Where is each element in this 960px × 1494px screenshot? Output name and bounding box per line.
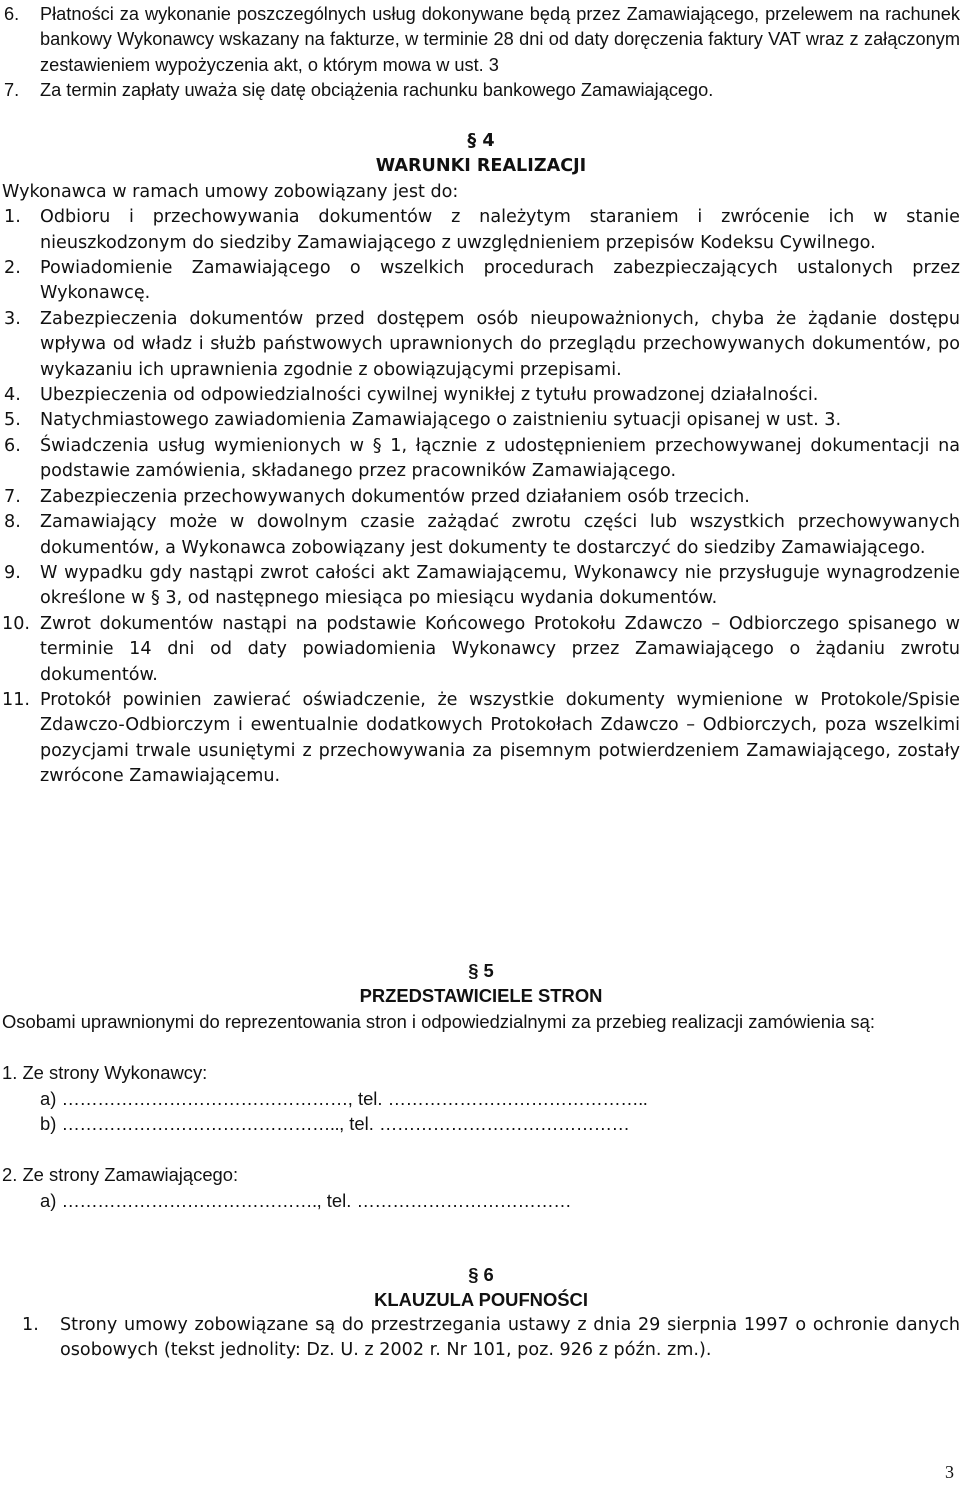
section-mark: § 5 — [468, 960, 494, 981]
page-number: 3 — [945, 1462, 954, 1482]
item-number: 5. — [4, 410, 21, 431]
list-item — [2, 408, 960, 433]
list-item — [2, 561, 960, 612]
client-label: 2. Ze strony Zamawiającego: — [2, 1164, 239, 1186]
item-number: 3. — [4, 308, 21, 329]
section-6 — [2, 1262, 960, 1364]
line-letter: a) — [40, 1087, 57, 1109]
item-number: 2. — [4, 258, 21, 279]
tel-label: , tel. — [316, 1189, 352, 1211]
item-number: 4. — [4, 385, 21, 406]
item-number: 7. — [4, 486, 21, 507]
tel-label: , tel. — [347, 1087, 383, 1109]
list-item — [2, 205, 960, 256]
list-item — [2, 510, 960, 561]
item-text: W wypadku gdy nastąpi zwrot całości akt Zamawiającemu, Wykonawcy nie przysługuje wynagrodzenie określone w § 3, od następnego miesiąca po miesiącu wydania dokumentów. — [40, 562, 960, 609]
item-number: 1. — [4, 207, 21, 228]
list-item — [2, 256, 960, 307]
item-number: 6. — [4, 4, 20, 24]
tel-placeholder: …………………………………… — [378, 1113, 630, 1135]
item-number: 1. — [22, 1314, 39, 1335]
item-text: Natychmiastowego zawiadomienia Zamawiającego o zaistnieniu sytuacji opisanej w ust. 3. — [40, 410, 842, 431]
contractor-line — [2, 1086, 960, 1111]
name-placeholder: ……………………………………. — [61, 1189, 317, 1211]
item-number: 6. — [4, 435, 21, 456]
item-number: 7. — [4, 80, 20, 101]
line-letter: b) — [40, 1113, 57, 1135]
list-item — [2, 485, 960, 510]
item-text: Zamawiający może w dowolnym czasie zażądać zwrotu części lub wszystkich przechowywanych dokumentów, a Wykonawca zobowiązany jest dokumenty te dostarczyć do siedziby Zamawiającego. — [40, 512, 960, 558]
item-text: Protokół powinien zawierać oświadczenie, że wszystkie dokumenty wymienione w Protokole/Spisie Zdawczo-Odbiorczym i ewentualnie dodatkowych Protokołach Zdawczo – Odbiorczych, poza wszelkimi pozycjami trwale usuniętymi z przechowywania za pisemnym potwierdzeniem Zamawiającego, zostały zwrócone Zamawiającemu. — [40, 689, 960, 787]
item-number: 10. — [2, 613, 30, 634]
item-text: Powiadomienie Zamawiającego o wszelkich procedurach zabezpieczających ustalonych przez Wykonawcę. — [40, 258, 960, 304]
contractor-line — [2, 1111, 960, 1136]
section-title: KLAUZULA POUFNOŚCI — [374, 1289, 588, 1311]
section-intro: Osobami uprawnionymi do reprezentowania stron i odpowiedzialnymi za przebieg realizacji zamówienia są: — [2, 1010, 875, 1032]
section-title: PRZEDSTAWICIELE STRON — [359, 985, 603, 1007]
item-text: Ubezpieczenia od odpowiedzialności cywilnej wynikłej z tytułu prowadzonej działalności. — [40, 385, 819, 406]
list-item — [2, 78, 960, 103]
item-text: Strony umowy zobowiązane są do przestrzegania ustawy z dnia 29 sierpnia 1997 o ochronie danych osobowych (tekst jednolity: Dz. U. z 2002 r. Nr 101, poz. 926 z późn. zm.). — [60, 1314, 960, 1361]
item-text: Świadczenia usług wymienionych w § 1, łącznie z udostępnieniem przechowywanej dokumentacji na podstawie zamówienia, składanego przez pracowników Zamawiającego. — [40, 435, 960, 482]
contractor-label: 1. Ze strony Wykonawcy: — [2, 1062, 208, 1084]
list-item — [2, 612, 960, 688]
tel-placeholder: …………………………………….. — [387, 1087, 648, 1109]
section-mark: § 6 — [468, 1264, 494, 1285]
section-4 — [2, 129, 960, 790]
item-text: Odbioru i przechowywania dokumentów z należytym staraniem i zwrócenie ich w stanie nieuszkodzonym do siedziby Zamawiającego z uwzględnieniem przepisów Kodeksu Cywilnego. — [40, 207, 960, 253]
top-list — [2, 2, 960, 104]
tel-placeholder: ……………………………… — [356, 1189, 572, 1211]
section-intro: Wykonawca w ramach umowy zobowiązany jest do: — [2, 181, 459, 202]
client-line — [2, 1188, 960, 1213]
item-text: Zabezpieczenia przechowywanych dokumentów przed działaniem osób trzecich. — [40, 486, 750, 507]
section-title: WARUNKI REALIZACJI — [375, 156, 587, 177]
item-number: 8. — [4, 512, 21, 533]
list-item — [2, 307, 960, 383]
item-text: Za termin zapłaty uważa się datę obciążenia rachunku bankowego Zamawiającego. — [40, 80, 714, 101]
item-text: Zabezpieczenia dokumentów przed dostępem osób nieupoważnionych, chyba że żądanie dostępu wpływa od władz i służb państwowych uprawnionych do przeglądu przechowywanych dokumentów, po wykazaniu ich uprawnienia zgodnie z obowiązującymi przepisami. — [40, 308, 960, 380]
line-letter: a) — [40, 1189, 57, 1211]
name-placeholder: ……………………………………….. — [61, 1113, 340, 1135]
list-item — [2, 434, 960, 485]
list-item — [2, 2, 960, 78]
name-placeholder: ………………………………………… — [61, 1087, 348, 1109]
section-5 — [2, 958, 960, 1213]
item-text: Płatności za wykonanie poszczególnych usług dokonywane będą przez Zamawiającego, przelewem na rachunek bankowy Wykonawcy wskazany na fakturze, w terminie 28 dni od daty doręczenia faktury VAT wraz z załączonym zestawieniem wypożyczenia akt, o którym mowa w ust. 3 — [40, 4, 960, 75]
item-number: 9. — [4, 562, 21, 583]
list-item — [2, 688, 960, 790]
tel-label: , tel. — [339, 1113, 374, 1135]
item-number: 11. — [2, 689, 30, 710]
section-mark: § 4 — [467, 131, 495, 151]
list-item — [2, 1313, 960, 1364]
list-item — [2, 383, 960, 408]
item-text: Zwrot dokumentów nastąpi na podstawie Końcowego Protokołu Zdawczo – Odbiorczego spisanego w terminie 14 dni od daty powiadomienia Wykonawcy przez Zamawiającego o żądaniu zwrotu dokumentów. — [40, 613, 960, 685]
